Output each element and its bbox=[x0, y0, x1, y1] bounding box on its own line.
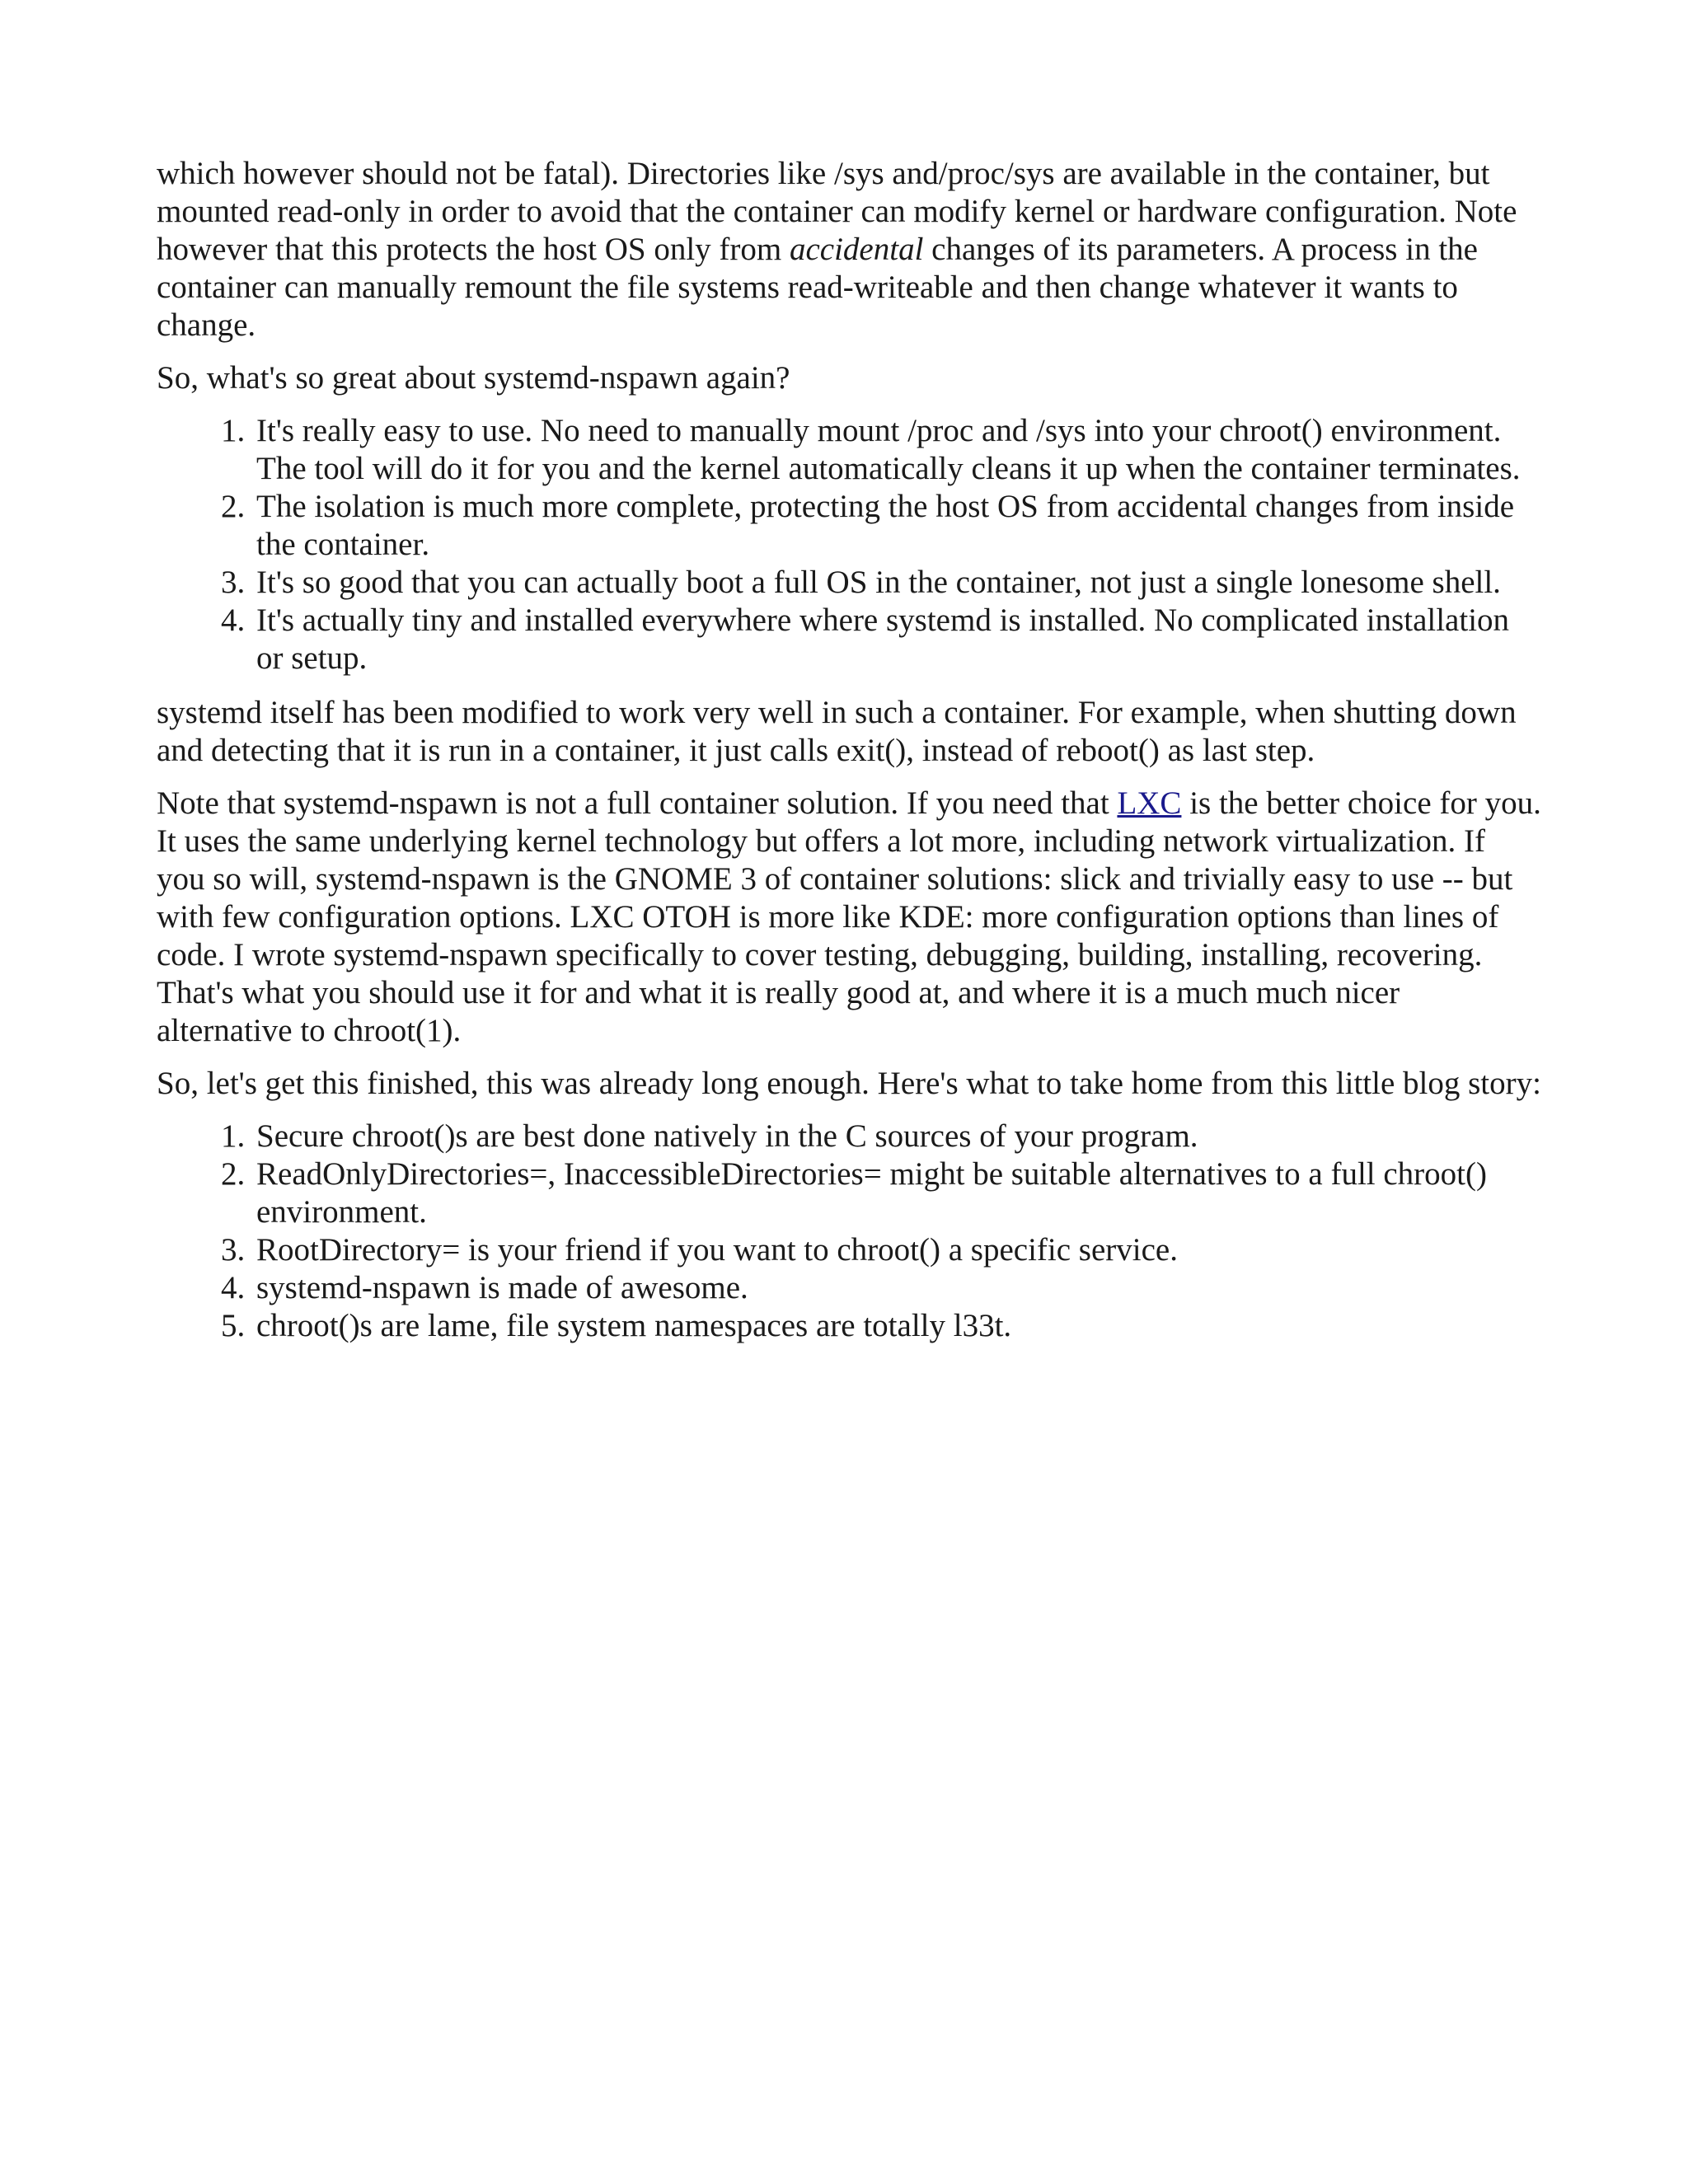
list-item: 2. ReadOnlyDirectories=, InaccessibleDirectories= might be suitable alternatives to a full chroot() environment. bbox=[253, 1155, 1541, 1231]
document-page bbox=[157, 155, 1541, 1361]
paragraph-lxc-comparison bbox=[157, 785, 1541, 1050]
list-item: 5. chroot()s are lame, file system namespaces are totally l33t. bbox=[253, 1307, 1541, 1345]
list-item: 1. Secure chroot()s are best done natively in the C sources of your program. bbox=[253, 1118, 1541, 1155]
list-item: 4. It's actually tiny and installed everywhere where systemd is installed. No complicated installation or setup. bbox=[253, 602, 1541, 677]
list-item: 4. systemd-nspawn is made of awesome. bbox=[253, 1269, 1541, 1307]
lxc-link[interactable]: LXC bbox=[1117, 785, 1182, 821]
paragraph-isolation-text-2: changes of its parameters. A process in the container can manually remount the file systems read-writeable and then change whatever it wants to change. bbox=[157, 232, 1478, 343]
paragraph-question: So, what's so great about systemd-nspawn again? bbox=[157, 360, 790, 396]
paragraph-systemd-container: systemd itself has been modified to work very well in such a container. For example, when shutting down and detecting that it is run in a container, it just calls exit(), instead of reboot() as last step. bbox=[157, 695, 1517, 768]
paragraph-conclusion: So, let's get this finished, this was already long enough. Here's what to take home from this little blog story: bbox=[157, 1066, 1541, 1101]
paragraph-isolation bbox=[157, 155, 1541, 344]
list-item: 3. It's so good that you can actually boot a full OS in the container, not just a single lonesome shell. bbox=[253, 564, 1541, 602]
benefits-list bbox=[157, 412, 1541, 677]
paragraph-lxc-text-1: Note that systemd-nspawn is not a full container solution. If you need that bbox=[157, 785, 1118, 821]
list-item: 3. RootDirectory= is your friend if you want to chroot() a specific service. bbox=[253, 1231, 1541, 1269]
list-item: 1. It's really easy to use. No need to manually mount /proc and /sys into your chroot() environment. The tool will do it for you and the kernel automatically cleans it up when the container terminates. bbox=[253, 412, 1541, 488]
takeaways-list bbox=[157, 1118, 1541, 1345]
emphasis-accidental: accidental bbox=[789, 232, 924, 267]
paragraph-isolation-text-1: which however should not be fatal). Directories like /sys and/proc/sys are available in the container, but mounted read-only in order to avoid that the container can modify kernel or hardware configuration. Note however that this protects the host OS only from bbox=[157, 156, 1517, 267]
list-item: 2. The isolation is much more complete, protecting the host OS from accidental changes from inside the container. bbox=[253, 488, 1541, 564]
paragraph-lxc-text-2: is the better choice for you. It uses the same underlying kernel technology but offers a lot more, including network virtualization. If you so will, systemd-nspawn is the GNOME 3 of container solutions: slick and trivially easy to use -- but with few configuration options. LXC OTOH is more like KDE: more configuration options than lines of code. I wrote systemd-nspawn specifically to cover testing, debugging, building, installing, recovering. That's what you should use it for and what it is really good at, and where it is a much much nicer alternative to chroot(1). bbox=[157, 785, 1541, 1048]
